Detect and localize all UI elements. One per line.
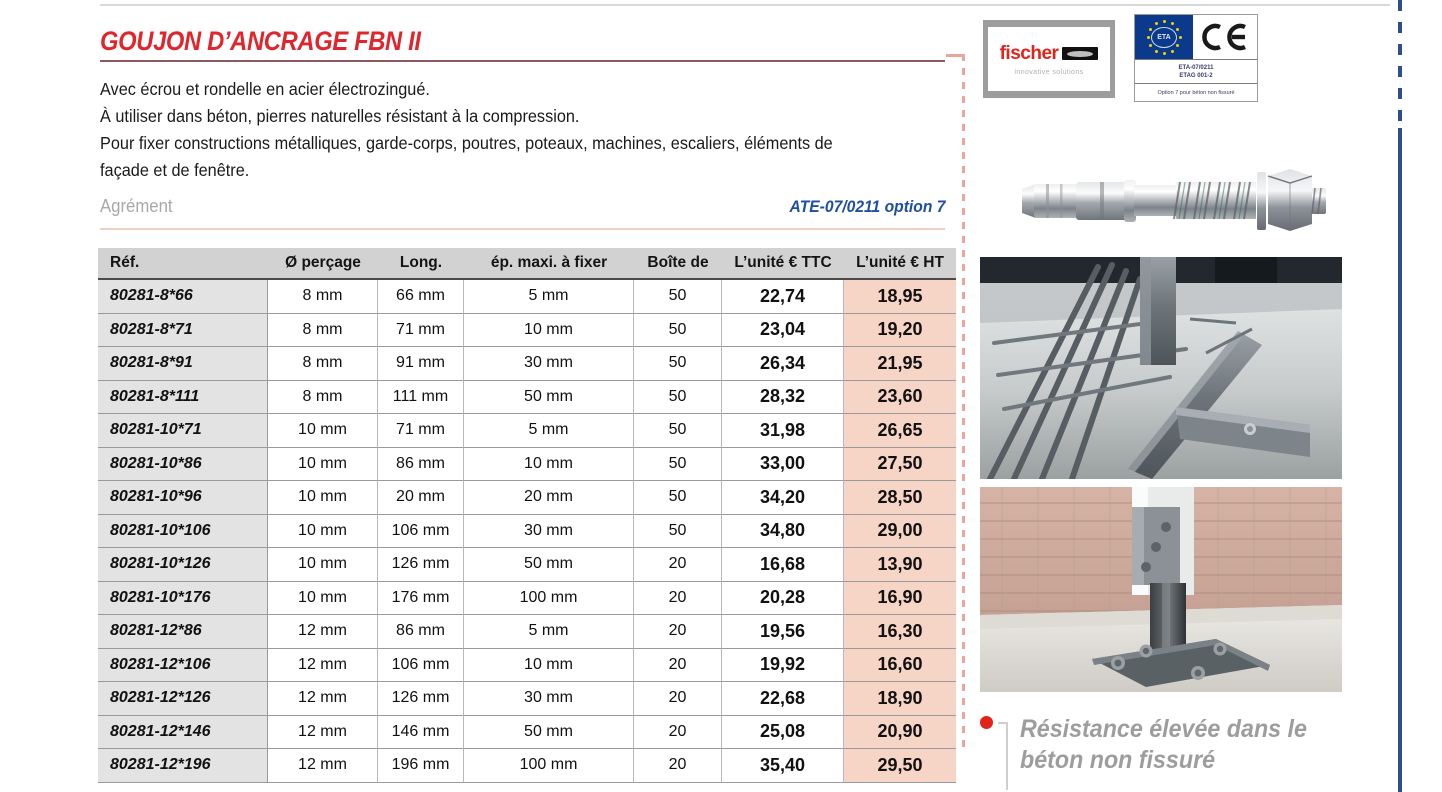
ce-approval-line-2: ETAG 001-2 (1179, 72, 1213, 79)
cell-length: 126 mm (378, 548, 464, 582)
table-row (98, 515, 956, 549)
table-row (98, 347, 956, 381)
cell-max-thickness: 20 mm (464, 481, 634, 515)
approval-row (100, 196, 945, 224)
cell-price-ttc: 20,28 (722, 582, 844, 616)
cell-price-ht: 16,90 (844, 582, 956, 616)
cell-ref: 80281-8*71 (98, 314, 268, 348)
column-header-price-ht: L’unité € HT (844, 248, 956, 280)
cell-box-quantity: 20 (634, 682, 722, 716)
eu-star-icon (1155, 50, 1158, 53)
table-row (98, 481, 956, 515)
cell-max-thickness: 10 mm (464, 448, 634, 482)
cell-length: 91 mm (378, 347, 464, 381)
table-row (98, 448, 956, 482)
column-header-price-ttc: L’unité € TTC (722, 248, 844, 280)
cell-price-ttc: 22,68 (722, 682, 844, 716)
cell-price-ttc: 19,56 (722, 615, 844, 649)
ce-glyph-icon (1201, 22, 1249, 52)
cell-price-ttc: 31,98 (722, 414, 844, 448)
column-header-box-quantity: Boîte de (634, 248, 722, 280)
cell-max-thickness: 5 mm (464, 280, 634, 314)
eu-star-icon (1147, 36, 1150, 39)
application-photo-steel-structure (980, 257, 1342, 479)
cell-price-ht: 20,90 (844, 716, 956, 750)
cell-length: 86 mm (378, 448, 464, 482)
table-head (98, 248, 956, 280)
table-row (98, 749, 956, 783)
cell-box-quantity: 20 (634, 615, 722, 649)
table-body (98, 280, 956, 783)
cell-ref: 80281-10*96 (98, 481, 268, 515)
feature-caption (1020, 714, 1355, 776)
eta-text: ETA (1151, 27, 1177, 48)
cell-price-ttc: 19,92 (722, 649, 844, 683)
cell-price-ht: 18,95 (844, 280, 956, 314)
cell-length: 106 mm (378, 515, 464, 549)
eu-star-icon (1176, 28, 1179, 31)
cell-box-quantity: 50 (634, 280, 722, 314)
vertical-dotted-separator (962, 54, 965, 754)
cell-ref: 80281-12*146 (98, 716, 268, 750)
description-line-3: Pour fixer constructions métalliques, garde-corps, poutres, poteaux, machines, escaliers, éléments de façade et de fenêtre. (100, 133, 833, 180)
table-row (98, 649, 956, 683)
table-row (98, 414, 956, 448)
application-photo-base-plate (980, 487, 1342, 692)
cell-drill-diameter: 10 mm (268, 582, 378, 616)
anchor-bolt-illustration-icon (980, 152, 1350, 250)
page-edge-dashed-rule (1398, 0, 1402, 128)
cell-ref: 80281-12*196 (98, 749, 268, 783)
cell-ref: 80281-10*106 (98, 515, 268, 549)
eu-star-icon (1171, 22, 1174, 25)
product-photo-anchor-bolt (980, 152, 1350, 250)
cell-price-ttc: 35,40 (722, 749, 844, 783)
cell-drill-diameter: 10 mm (268, 414, 378, 448)
cell-box-quantity: 50 (634, 347, 722, 381)
cell-price-ht: 18,90 (844, 682, 956, 716)
base-plate-illustration-icon (980, 487, 1342, 692)
ce-approval-label (1134, 14, 1258, 102)
brand-name: fischer (999, 42, 1059, 64)
cell-price-ht: 21,95 (844, 347, 956, 381)
column-header-ref: Réf. (98, 248, 268, 280)
cell-price-ttc: 22,74 (722, 280, 844, 314)
cell-drill-diameter: 10 mm (268, 515, 378, 549)
cell-ref: 80281-12*126 (98, 682, 268, 716)
caption-line-1: Résistance élevée dans le (1020, 715, 1307, 743)
cell-box-quantity: 50 (634, 414, 722, 448)
cell-ref: 80281-10*126 (98, 548, 268, 582)
cell-price-ht: 16,30 (844, 615, 956, 649)
table-row (98, 615, 956, 649)
cell-ref: 80281-12*106 (98, 649, 268, 683)
page-title: GOUJON D’ANCRAGE FBN II (100, 26, 421, 56)
right-media-column (975, 0, 1375, 792)
cell-length: 106 mm (378, 649, 464, 683)
table-row (98, 280, 956, 314)
cell-max-thickness: 100 mm (464, 749, 634, 783)
title-underline (100, 60, 945, 62)
cell-drill-diameter: 12 mm (268, 716, 378, 750)
cell-price-ht: 28,50 (844, 481, 956, 515)
cell-max-thickness: 30 mm (464, 515, 634, 549)
eu-star-icon (1149, 44, 1152, 47)
cell-length: 66 mm (378, 280, 464, 314)
cell-price-ht: 26,65 (844, 414, 956, 448)
ce-approval-line-1: ETA-07/0211 (1178, 64, 1214, 71)
cell-price-ht: 29,00 (844, 515, 956, 549)
table-row (98, 582, 956, 616)
cell-box-quantity: 20 (634, 716, 722, 750)
approval-underline (100, 228, 945, 230)
table-row (98, 548, 956, 582)
ce-mark-icon (1193, 15, 1257, 59)
table-row (98, 716, 956, 750)
table-row (98, 381, 956, 415)
cell-drill-diameter: 10 mm (268, 548, 378, 582)
cell-ref: 80281-10*176 (98, 582, 268, 616)
ce-approval-numbers (1135, 60, 1257, 84)
eu-star-icon (1179, 36, 1182, 39)
cell-max-thickness: 30 mm (464, 347, 634, 381)
cell-drill-diameter: 8 mm (268, 314, 378, 348)
brand-tagline: innovative solutions (1014, 68, 1084, 76)
column-header-length: Long. (378, 248, 464, 280)
cell-max-thickness: 100 mm (464, 582, 634, 616)
cell-max-thickness: 10 mm (464, 649, 634, 683)
cell-box-quantity: 20 (634, 649, 722, 683)
cell-max-thickness: 5 mm (464, 615, 634, 649)
cell-price-ht: 19,20 (844, 314, 956, 348)
description-line-1: Avec écrou et rondelle en acier électrozingué. (100, 79, 430, 99)
eu-star-icon (1176, 44, 1179, 47)
cell-price-ht: 16,60 (844, 649, 956, 683)
cell-ref: 80281-10*71 (98, 414, 268, 448)
cell-max-thickness: 30 mm (464, 682, 634, 716)
cell-ref: 80281-10*86 (98, 448, 268, 482)
fischer-mark-icon (1062, 47, 1098, 60)
eu-star-icon (1149, 28, 1152, 31)
caption-line-2: béton non fissuré (1020, 746, 1216, 774)
approval-label: Agrément (100, 196, 173, 216)
ce-option-text: Option 7 pour béton non fissuré (1157, 89, 1235, 96)
cell-length: 71 mm (378, 314, 464, 348)
spec-table-wrapper (98, 248, 956, 783)
cell-box-quantity: 50 (634, 515, 722, 549)
cell-box-quantity: 50 (634, 481, 722, 515)
cell-drill-diameter: 8 mm (268, 280, 378, 314)
cell-length: 86 mm (378, 615, 464, 649)
cell-price-ttc: 28,32 (722, 381, 844, 415)
eu-star-icon (1155, 22, 1158, 25)
table-row (98, 682, 956, 716)
cell-price-ttc: 23,04 (722, 314, 844, 348)
cell-ref: 80281-12*86 (98, 615, 268, 649)
cell-box-quantity: 50 (634, 314, 722, 348)
cell-price-ht: 13,90 (844, 548, 956, 582)
cell-box-quantity: 20 (634, 548, 722, 582)
eu-star-icon (1163, 52, 1166, 55)
approval-value: ATE-07/0211 option 7 (789, 197, 945, 216)
eu-star-icon (1171, 50, 1174, 53)
cell-price-ttc: 26,34 (722, 347, 844, 381)
cell-price-ttc: 33,00 (722, 448, 844, 482)
cell-price-ttc: 34,20 (722, 481, 844, 515)
cell-ref: 80281-8*66 (98, 280, 268, 314)
caption-connector-vertical (1006, 722, 1008, 790)
cell-length: 176 mm (378, 582, 464, 616)
cell-drill-diameter: 12 mm (268, 649, 378, 683)
cell-drill-diameter: 12 mm (268, 682, 378, 716)
cell-ref: 80281-8*91 (98, 347, 268, 381)
cell-max-thickness: 10 mm (464, 314, 634, 348)
spec-table (98, 248, 956, 783)
table-row (98, 314, 956, 348)
cell-length: 196 mm (378, 749, 464, 783)
cell-price-ht: 29,50 (844, 749, 956, 783)
cell-drill-diameter: 12 mm (268, 749, 378, 783)
table-header-row (98, 248, 956, 280)
cell-max-thickness: 50 mm (464, 548, 634, 582)
cell-box-quantity: 20 (634, 582, 722, 616)
steel-structure-illustration-icon (980, 257, 1342, 479)
product-description (100, 76, 872, 184)
cell-drill-diameter: 12 mm (268, 615, 378, 649)
cell-box-quantity: 50 (634, 448, 722, 482)
column-header-drill-diameter: Ø perçage (268, 248, 378, 280)
eu-star-icon (1163, 20, 1166, 23)
cell-length: 71 mm (378, 414, 464, 448)
cell-price-ttc: 34,80 (722, 515, 844, 549)
cell-drill-diameter: 8 mm (268, 347, 378, 381)
column-header-max-thickness: ép. maxi. à fixer (464, 248, 634, 280)
cell-price-ttc: 25,08 (722, 716, 844, 750)
cell-max-thickness: 50 mm (464, 716, 634, 750)
brand-logo (983, 20, 1115, 98)
cell-drill-diameter: 10 mm (268, 481, 378, 515)
cell-length: 111 mm (378, 381, 464, 415)
caption-bullet-icon (980, 716, 993, 729)
cell-price-ttc: 16,68 (722, 548, 844, 582)
cell-box-quantity: 50 (634, 381, 722, 415)
cell-length: 20 mm (378, 481, 464, 515)
cell-max-thickness: 5 mm (464, 414, 634, 448)
cell-price-ht: 23,60 (844, 381, 956, 415)
cell-ref: 80281-8*111 (98, 381, 268, 415)
description-line-2: À utiliser dans béton, pierres naturelles résistant à la compression. (100, 106, 580, 126)
cell-drill-diameter: 10 mm (268, 448, 378, 482)
cell-box-quantity: 20 (634, 749, 722, 783)
eta-flag-icon (1135, 15, 1193, 59)
cell-drill-diameter: 8 mm (268, 381, 378, 415)
cell-price-ht: 27,50 (844, 448, 956, 482)
cell-length: 126 mm (378, 682, 464, 716)
cell-max-thickness: 50 mm (464, 381, 634, 415)
page-edge-solid-rule (1398, 128, 1402, 792)
cell-length: 146 mm (378, 716, 464, 750)
